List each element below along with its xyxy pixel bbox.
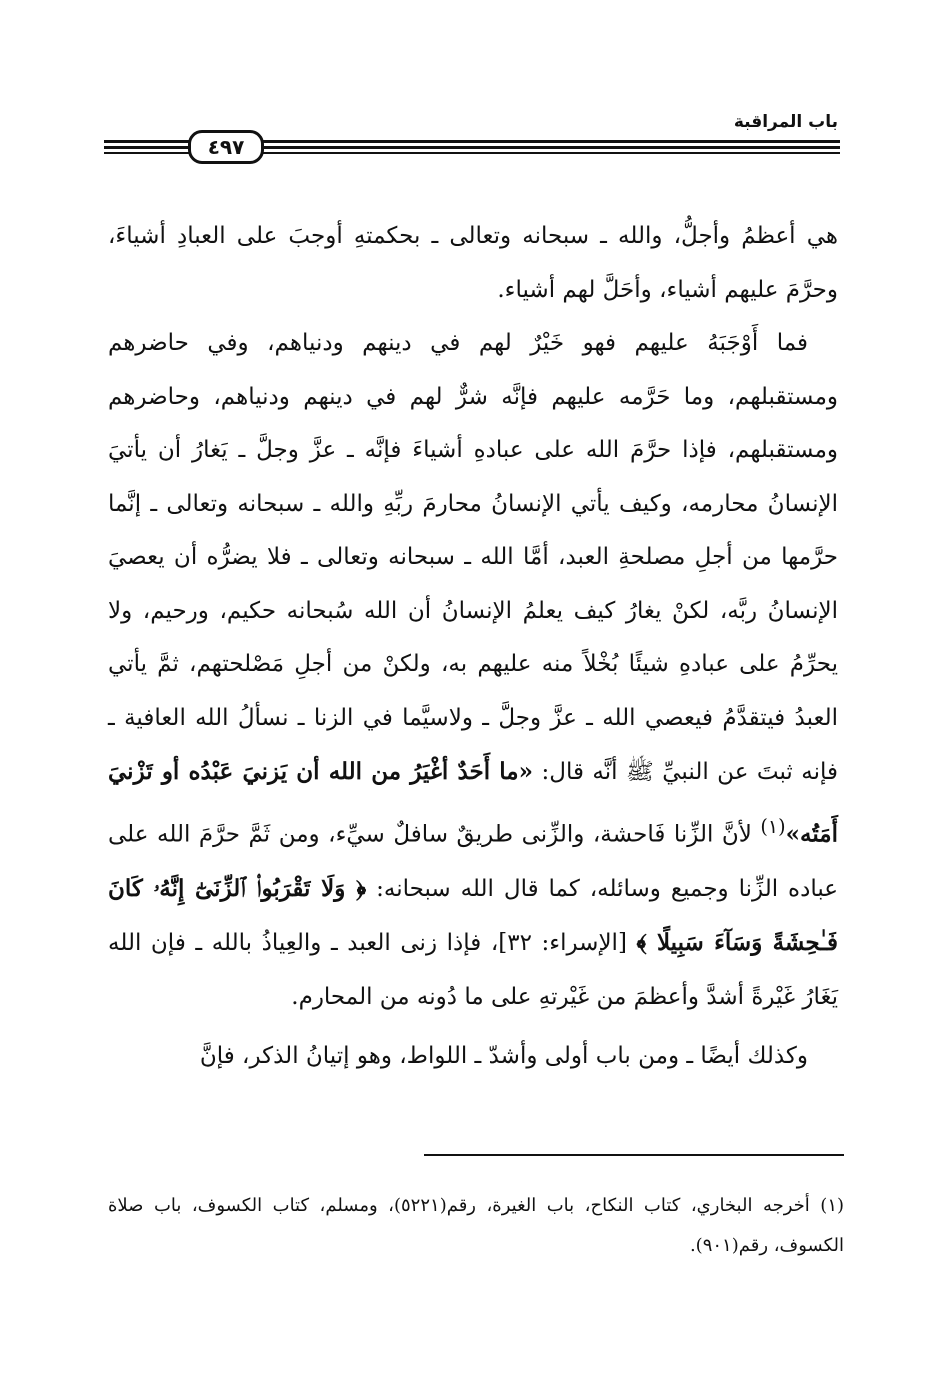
footnote-separator <box>424 1154 844 1156</box>
paragraph: هي أعظمُ وأجلُّ، والله ـ سبحانه وتعالى ـ بحكمتهِ أوجبَ على العبادِ أشياءَ، وحرَّمَ عليهم أشياء، وأحَلَّ لهم أشياء. <box>108 223 838 303</box>
footnote: (١) أخرجه البخاري، كتاب النكاح، باب الغيرة، رقم(٥٢٢١)، ومسلم، كتاب الكسوف، باب صلاة الكسوف، رقم(٩٠١). <box>108 1195 845 1256</box>
paragraph-text: لأنَّ الزِّنا فَاحشة، والزِّنى طريقٌ سافلٌ سيِّء، ومن ثَمَّ حرَّمَ الله على عباده الزِّنا وجميع وسائله، كما قال الله سبحانه: <box>108 821 839 902</box>
running-header-title: باب المراقبة <box>733 112 838 132</box>
page-number: ٤٩٧ <box>188 130 264 164</box>
paragraph-text: [الإسراء: ٣٢]، فإذا زنى العبد ـ والعِياذُ بالله ـ فإن الله يَغَارُ غَيْرةً أشدَّ وأعظمَ من غَيْرتهِ على ما دُونه من المحارم. <box>108 930 838 1010</box>
hadith-quote: «ما أَحَدٌ أغْيَرُ من الله أن يَزنيَ عَبْدُه أو تَزْنيَ أَمَتُه» <box>108 758 838 848</box>
footnotes <box>108 1186 844 1266</box>
paragraph-text: فما أَوْجَبَهُ عليهم فهو خَيْرٌ لهم في دينهم ودنياهم، وفي حاضرهم ومستقبلهم، وما حَرَّمه عليهم فإنَّه شرٌّ لهم في دينهم ودنياهم، وحاضرهم ومستقبلهم، فإذا حرَّمَ الله على عبادهِ أشياءَ فإنَّه ـ عزَّ وجلَّ ـ يَغارُ أن يأتيَ الإنسانُ محارمه، وكيف يأتي الإنسانُ محارمَ ربِّهِ والله ـ سبحانه وتعالى ـ إنَّما حرَّمها من أجلِ مصلحةِ العبد، أمَّا الله ـ سبحانه وتعالى ـ فلا يضرُّه أن يعصيَ الإنسانُ ربَّه، لكنْ يغارُ كيف يعلمُ الإنسانُ أن الله سُبحانه حكيم، ورحيم، ولا يحرِّمُ على عبادهِ شيئًا بُخْلاً منه عليهم به، ولكنْ من أجلِ مَصْلحتهم، ثمَّ يأتي العبدُ فيتقدَّمُ فيعصي الله ـ عزَّ وجلَّ ـ ولاسيَّما في الزنا ـ نسألُ الله العافية ـ فإنه ثبتَ عن النبيِّ ﷺ أنَّه قال: <box>108 330 839 785</box>
footnote-marker: (١) <box>760 814 786 838</box>
paragraph: وكذلك أيضًا ـ ومن باب أولى وأشدّ ـ اللواط، وهو إتيانُ الذكر، فإنَّ <box>199 1043 808 1070</box>
header-rule <box>104 135 840 159</box>
quran-verse: ﴿ وَلَا تَقْرَبُوا۟ ٱلزِّنَىٰٓ إِنَّهُۥ كَانَ فَـٰحِشَةً وَسَآءَ سَبِيلًا ﴾ <box>108 874 838 957</box>
paragraph <box>108 317 838 1024</box>
body-text <box>108 210 838 1084</box>
